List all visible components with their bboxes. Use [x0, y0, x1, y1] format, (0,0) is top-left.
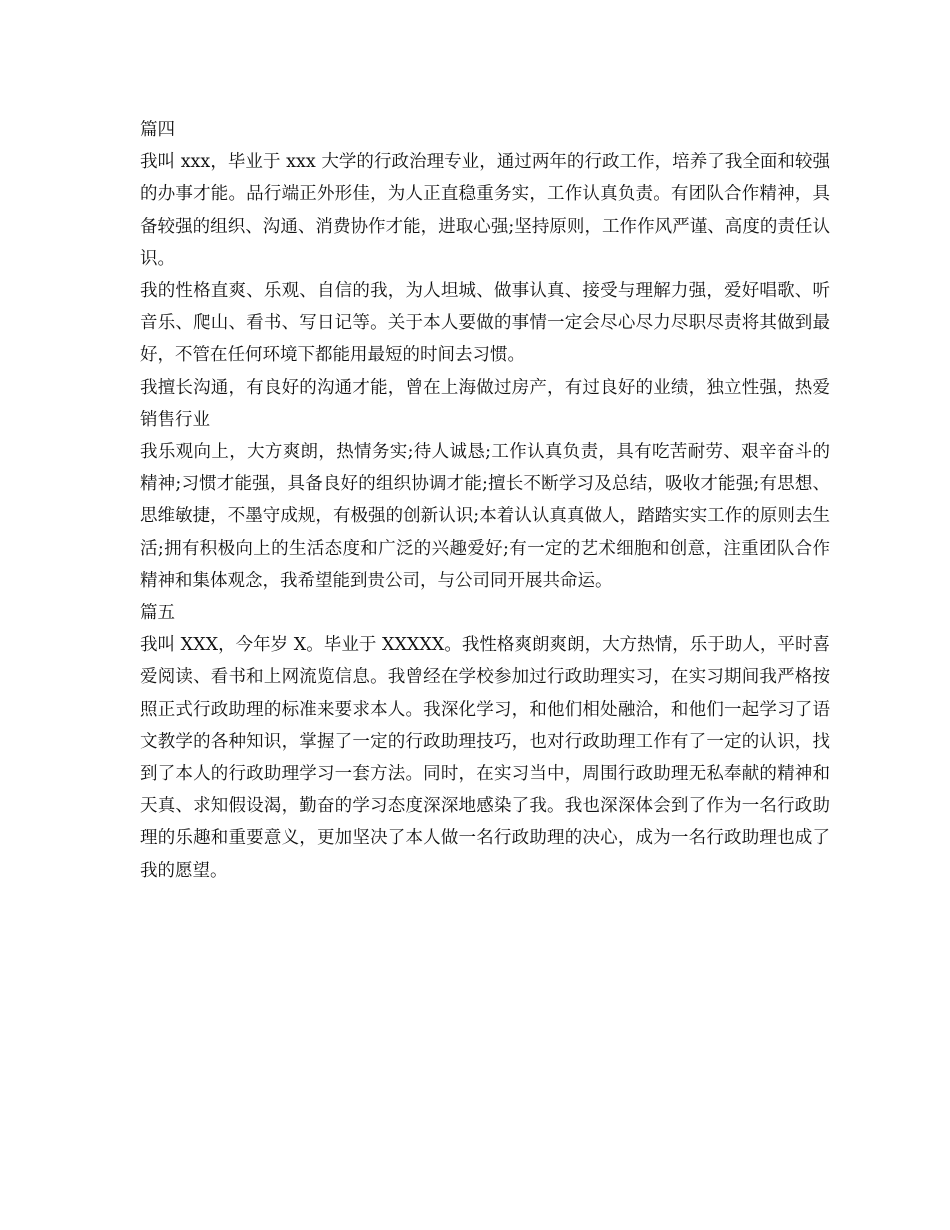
- paragraph: 我叫 xxx，毕业于 xxx 大学的行政治理专业，通过两年的行政工作，培养了我全面和较强的办事才能。品行端正外形佳，为人正直稳重务实，工作认真负责。有团队合作精神，具备较强的组织、沟通、消费协作才能，进取心强;坚持原则，工作作风严谨、高度的责任认识。: [140, 152, 830, 269]
- section-4: [140, 114, 830, 597]
- section-5: [140, 597, 830, 887]
- paragraph: 我叫 XXX，今年岁 X。毕业于 XXXXX。我性格爽朗爽朗，大方热情，乐于助人，平时喜爱阅读、看书和上网流览信息。我曾经在学校参加过行政助理实习，在实习期间我严格按照正式行政助理的标准来要求本人。我深化学习，和他们相处融洽，和他们一起学习了语文教学的各种知识，掌握了一定的行政助理技巧，也对行政助理工作有了一定的认识，找到了本人的行政助理学习一套方法。同时，在实习当中，周围行政助理无私奉献的精神和天真、求知假设渴，勤奋的学习态度深深地感染了我。我也深深体会到了作为一名行政助理的乐趣和重要意义，更加坚决了本人做一名行政助理的决心，成为一名行政助理也成了我的愿望。: [140, 635, 830, 881]
- paragraph: 我的性格直爽、乐观、自信的我，为人坦城、做事认真、接受与理解力强，爱好唱歌、听音乐、爬山、看书、写日记等。关于本人要做的事情一定会尽心尽力尽职尽责将其做到最好，不管在任何环境下都能用最短的时间去习惯。: [140, 281, 830, 366]
- document-body: [140, 114, 830, 887]
- paragraph: 我乐观向上，大方爽朗，热情务实;待人诚恳;工作认真负责，具有吃苦耐劳、艰辛奋斗的精神;习惯才能强，具备良好的组织协调才能;擅长不断学习及总结，吸收才能强;有思想、思维敏捷，不墨守成规，有极强的创新认识;本着认认真真做人，踏踏实实工作的原则去生活;拥有积极向上的生活态度和广泛的兴趣爱好;有一定的艺术细胞和创意，注重团队合作精神和集体观念，我希望能到贵公司，与公司同开展共命运。: [140, 442, 830, 591]
- section-heading: 篇四: [140, 120, 175, 140]
- paragraph: 我擅长沟通，有良好的沟通才能，曾在上海做过房产，有过良好的业绩，独立性强，热爱销售行业: [140, 377, 830, 430]
- section-heading: 篇五: [140, 603, 175, 624]
